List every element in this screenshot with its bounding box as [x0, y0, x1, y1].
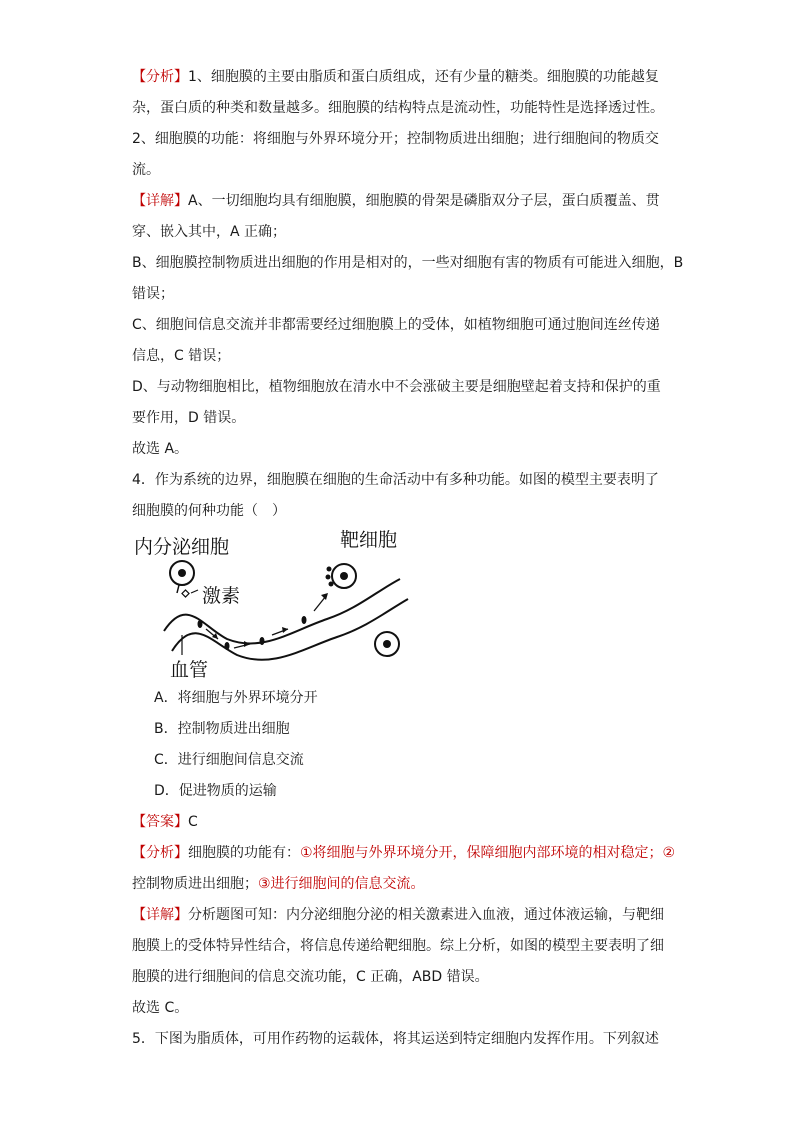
explanation-line: 【详解】A、一切细胞均具有细胞膜，细胞膜的骨架是磷脂双分子层，蛋白质覆盖、贯	[132, 193, 660, 209]
hormone-particle-icon	[198, 620, 203, 628]
analysis-tag: 【分析】	[132, 69, 188, 85]
explanation-line: 穿、嵌入其中，A 正确；	[132, 224, 287, 240]
option-d[interactable]: D．促进物质的运输	[154, 783, 277, 799]
explanation-line: C、细胞间信息交流并非都需要经过细胞膜上的受体，如植物细胞可通过胞间连丝传递	[132, 317, 660, 333]
explanation-tag: 【详解】	[132, 907, 188, 923]
analysis-line: 【分析】1、细胞膜的主要由脂质和蛋白质组成，还有少量的糖类。细胞膜的功能越复	[132, 69, 659, 85]
secreting-cell-nucleus-icon	[178, 569, 186, 577]
receptor-icon	[329, 582, 334, 587]
flow-arrow-icon	[244, 641, 250, 647]
conclusion-line: 故选 A。	[132, 441, 189, 457]
question-4-stem: 4．作为系统的边界，细胞膜在细胞的生命活动中有多种功能。如图的模型主要表明了	[132, 472, 659, 488]
explanation-line: B、细胞膜控制物质进出细胞的作用是相对的，一些对细胞有害的物质有可能进入细胞，B	[132, 255, 684, 271]
function-list-highlight: ③进行细胞间的信息交流。	[258, 876, 425, 892]
analysis-line: 流。	[132, 162, 160, 178]
secreting-cell-label: 内分泌细胞	[134, 536, 230, 558]
cell-signaling-diagram	[132, 531, 672, 681]
option-c[interactable]: C．进行细胞间信息交流	[154, 752, 304, 768]
analysis-tag: 【分析】	[132, 845, 188, 861]
explanation-line: D、与动物细胞相比，植物细胞放在清水中不会涨破主要是细胞壁起着支持和保护的重	[132, 379, 661, 395]
answer-tag: 【答案】	[132, 814, 188, 830]
explanation-line: 错误；	[132, 286, 174, 302]
conclusion-line: 故选 C。	[132, 1000, 189, 1016]
answer-value: C	[188, 814, 198, 830]
explanation-line: 胞膜的进行细胞间的信息交流功能，C 正确，ABD 错误。	[132, 969, 489, 985]
hormone-label: 激素	[202, 585, 241, 607]
analysis-line: 【分析】细胞膜的功能有：①将细胞与外界环境分开，保障细胞内部环境的相对稳定；②	[132, 845, 676, 861]
document-page	[132, 62, 684, 1055]
hormone-particle-icon	[302, 616, 307, 624]
explanation-tag: 【详解】	[132, 193, 188, 209]
hormone-particle-icon	[260, 637, 265, 645]
question-5-stem: 5．下图为脂质体，可用作药物的运载体，将其运送到特定细胞内发挥作用。下列叙述	[132, 1031, 659, 1047]
option-b[interactable]: B．控制物质进出细胞	[154, 721, 290, 737]
target-cell-nucleus-icon	[340, 572, 348, 580]
receptor-icon	[326, 575, 331, 580]
question-4-stem: 细胞膜的何种功能（ ）	[132, 503, 286, 519]
explanation-line: 要作用，D 错误。	[132, 410, 246, 426]
hormone-particle-icon	[225, 642, 230, 650]
target-cell-label: 靶细胞	[340, 529, 398, 551]
explanation-line: 信息，C 错误；	[132, 348, 231, 364]
analysis-line: 控制物质进出细胞；③进行细胞间的信息交流。	[132, 876, 425, 892]
vessel-label: 血管	[170, 659, 209, 681]
analysis-line: 2、细胞膜的功能：将细胞与外界环境分开；控制物质进出细胞；进行细胞间的物质交	[132, 131, 659, 147]
other-cell-nucleus-icon	[383, 640, 391, 648]
receptor-icon	[327, 567, 332, 572]
explanation-line: 【详解】分析题图可知：内分泌细胞分泌的相关激素进入血液，通过体液运输，与靶细	[132, 907, 664, 923]
answer-line	[132, 807, 672, 838]
function-list-highlight: ①将细胞与外界环境分开，保障细胞内部环境的相对稳定；②	[300, 845, 676, 861]
option-a[interactable]: A．将细胞与外界环境分开	[154, 690, 318, 706]
hormone-icon	[182, 590, 189, 597]
explanation-line: 胞膜上的受体特异性结合，将信息传递给靶细胞。综上分析，如图的模型主要表明了细	[132, 938, 664, 954]
analysis-line: 杂，蛋白质的种类和数量越多。细胞膜的结构特点是流动性，功能特性是选择透过性。	[132, 100, 664, 116]
flow-arrow-icon	[321, 593, 328, 600]
